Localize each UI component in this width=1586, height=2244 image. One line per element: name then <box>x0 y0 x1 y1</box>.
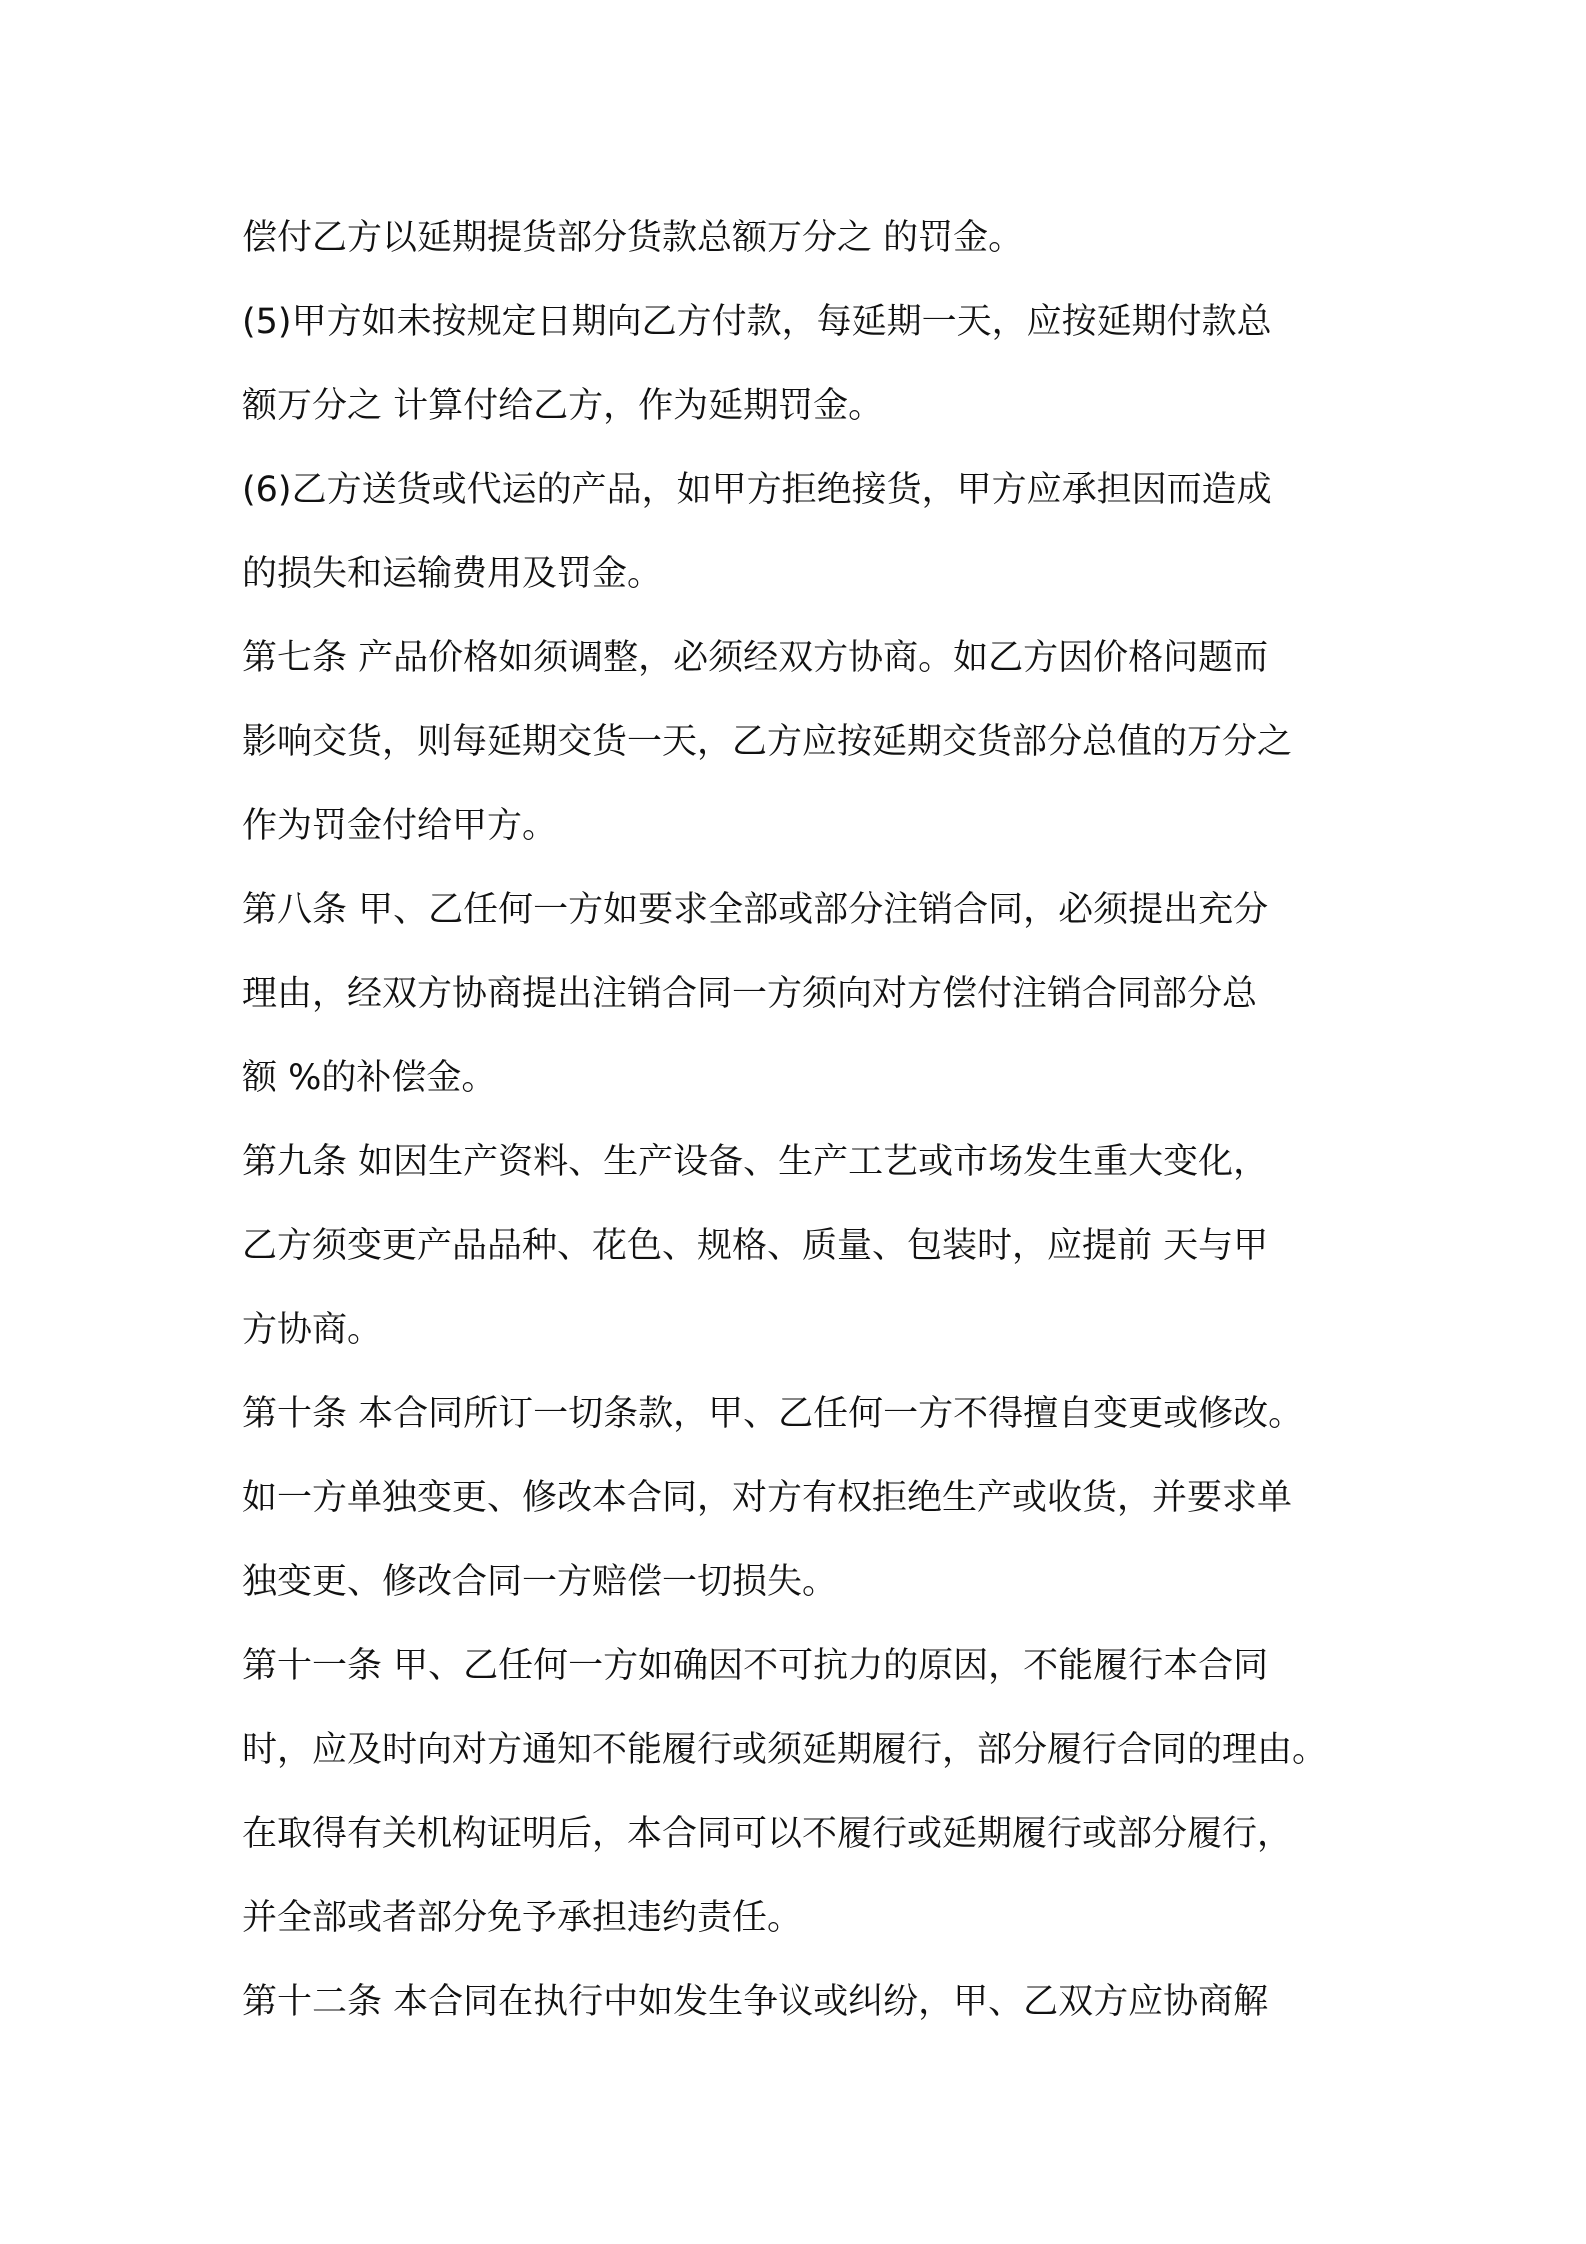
text-line: 第十二条 本合同在执行中如发生争议或纠纷，甲、乙双方应协商解 <box>242 1982 1269 2022</box>
text-line: 如一方单独变更、修改本合同，对方有权拒绝生产或收货，并要求单 <box>242 1478 1293 1518</box>
text-line: 影响交货，则每延期交货一天，乙方应按延期交货部分总值的万分之 <box>242 722 1293 762</box>
text-line: 第十一条 甲、乙任何一方如确因不可抗力的原因，不能履行本合同 <box>242 1646 1269 1686</box>
text-line: 第十条 本合同所订一切条款，甲、乙任何一方不得擅自变更或修改。 <box>242 1394 1304 1434</box>
text-line: 并全部或者部分免予承担违约责任。 <box>242 1898 803 1938</box>
text-line: 理由，经双方协商提出注销合同一方须向对方偿付注销合同部分总 <box>242 974 1258 1014</box>
text-line: 在取得有关机构证明后，本合同可以不履行或延期履行或部分履行， <box>242 1814 1293 1854</box>
contract-text-body <box>242 196 1372 2044</box>
text-line: 的损失和运输费用及罚金。 <box>242 554 663 594</box>
text-line: 作为罚金付给甲方。 <box>242 806 558 846</box>
text-line: 第九条 如因生产资料、生产设备、生产工艺或市场发生重大变化， <box>242 1142 1269 1182</box>
text-line: 乙方须变更产品品种、花色、规格、质量、包装时，应提前 天与甲 <box>242 1226 1269 1266</box>
text-line: 偿付乙方以延期提货部分货款总额万分之 的罚金。 <box>242 218 1024 258</box>
text-line: 时，应及时向对方通知不能履行或须延期履行，部分履行合同的理由。 <box>242 1730 1328 1770</box>
text-line: 第七条 产品价格如须调整，必须经双方协商。如乙方因价格问题而 <box>242 638 1269 678</box>
text-line: 方协商。 <box>242 1310 383 1350</box>
text-line: 额 %的补偿金。 <box>242 1058 497 1098</box>
text-line: 第八条 甲、乙任何一方如要求全部或部分注销合同，必须提出充分 <box>242 890 1269 930</box>
text-line: (6)乙方送货或代运的产品，如甲方拒绝接货，甲方应承担因而造成 <box>242 470 1272 510</box>
text-line: 独变更、修改合同一方赔偿一切损失。 <box>242 1562 838 1602</box>
text-line: 额万分之 计算付给乙方，作为延期罚金。 <box>242 386 884 426</box>
text-line: (5)甲方如未按规定日期向乙方付款，每延期一天，应按延期付款总 <box>242 302 1272 342</box>
